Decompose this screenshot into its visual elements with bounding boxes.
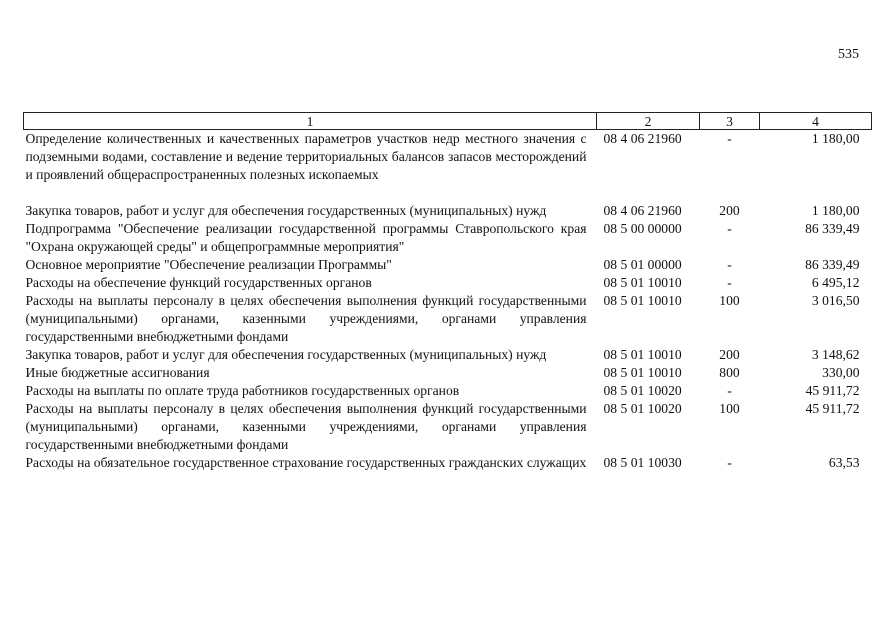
row-name: Расходы на обязательное государственное страхование государственных гражданских служащих (25, 455, 587, 470)
table-header-row (24, 113, 872, 130)
row-amount: 330,00 (822, 365, 860, 380)
row-name: Закупка товаров, работ и услуг для обеспечения государственных (муниципальных) нужд (25, 203, 547, 218)
row-name: Определение количественных и качественных параметров участков недр местного значения с подземными водами, составление и ведение территориальных балансов запасов месторождений и проявлений общераспространенных полезных ископаемых (25, 131, 587, 182)
row-name: Расходы на обеспечение функций государственных органов (25, 275, 372, 290)
page-number: 535 (838, 47, 859, 62)
row-expense-type: - (727, 131, 732, 146)
row-name: Расходы на выплаты персоналу в целях обеспечения выполнения функций государственными (муниципальными) органами, казенными учреждениями, органами управления государственными внебюджетными фондами (25, 293, 587, 344)
row-name: Подпрограмма "Обеспечение реализации государственной программы Ставропольского края "Охрана окружающей среды" и общепрограммные мероприятия" (25, 221, 587, 254)
row-name: Расходы на выплаты персоналу в целях обеспечения выполнения функций государственными (муниципальными) органами, казенными учреждениями, органами управления государственными внебюджетными фондами (25, 401, 587, 452)
row-expense-type: 100 (719, 293, 740, 308)
table-row (24, 346, 872, 364)
table-row (24, 400, 872, 454)
row-amount: 86 339,49 (805, 221, 860, 236)
row-name: Иные бюджетные ассигнования (25, 365, 210, 380)
row-code: 08 5 01 10030 (603, 455, 682, 470)
row-name: Основное мероприятие "Обеспечение реализации Программы" (25, 257, 392, 272)
row-expense-type: - (727, 275, 732, 290)
row-amount: 6 495,12 (811, 275, 860, 290)
row-amount: 45 911,72 (805, 383, 860, 398)
column-header-1: 1 (24, 113, 597, 130)
row-expense-type: 200 (719, 203, 740, 218)
row-code: 08 5 01 00000 (603, 257, 682, 272)
table-row (24, 364, 872, 382)
table-row (24, 292, 872, 346)
row-code: 08 4 06 21960 (603, 131, 682, 146)
row-amount: 3 148,62 (811, 347, 860, 362)
row-expense-type: 100 (719, 401, 740, 416)
budget-table (23, 112, 872, 472)
row-amount: 3 016,50 (811, 293, 860, 308)
row-name: Закупка товаров, работ и услуг для обеспечения государственных (муниципальных) нужд (25, 347, 547, 362)
row-amount: 45 911,72 (805, 401, 860, 416)
column-header-3: 3 (700, 113, 760, 130)
row-expense-type: - (727, 221, 732, 236)
row-code: 08 5 00 00000 (603, 221, 682, 236)
row-expense-type: - (727, 257, 732, 272)
table-row (24, 220, 872, 256)
row-amount: 1 180,00 (811, 203, 860, 218)
column-header-4: 4 (760, 113, 872, 130)
row-amount: 63,53 (828, 455, 860, 470)
row-expense-type: - (727, 455, 732, 470)
row-code: 08 5 01 10010 (603, 365, 682, 380)
row-amount: 1 180,00 (811, 131, 860, 146)
spacer-row (24, 184, 872, 202)
row-expense-type: - (727, 383, 732, 398)
column-header-2: 2 (597, 113, 700, 130)
table-row (24, 454, 872, 472)
row-code: 08 5 01 10010 (603, 293, 682, 308)
table-row (24, 256, 872, 274)
table-row (24, 202, 872, 220)
row-expense-type: 200 (719, 347, 740, 362)
row-amount: 86 339,49 (805, 257, 860, 272)
table-row (24, 130, 872, 185)
row-code: 08 5 01 10010 (603, 347, 682, 362)
row-code: 08 4 06 21960 (603, 203, 682, 218)
row-expense-type: 800 (719, 365, 740, 380)
table-row (24, 274, 872, 292)
table-row (24, 382, 872, 400)
row-code: 08 5 01 10020 (603, 383, 682, 398)
row-name: Расходы на выплаты по оплате труда работников государственных органов (25, 383, 460, 398)
row-code: 08 5 01 10010 (603, 275, 682, 290)
row-code: 08 5 01 10020 (603, 401, 682, 416)
